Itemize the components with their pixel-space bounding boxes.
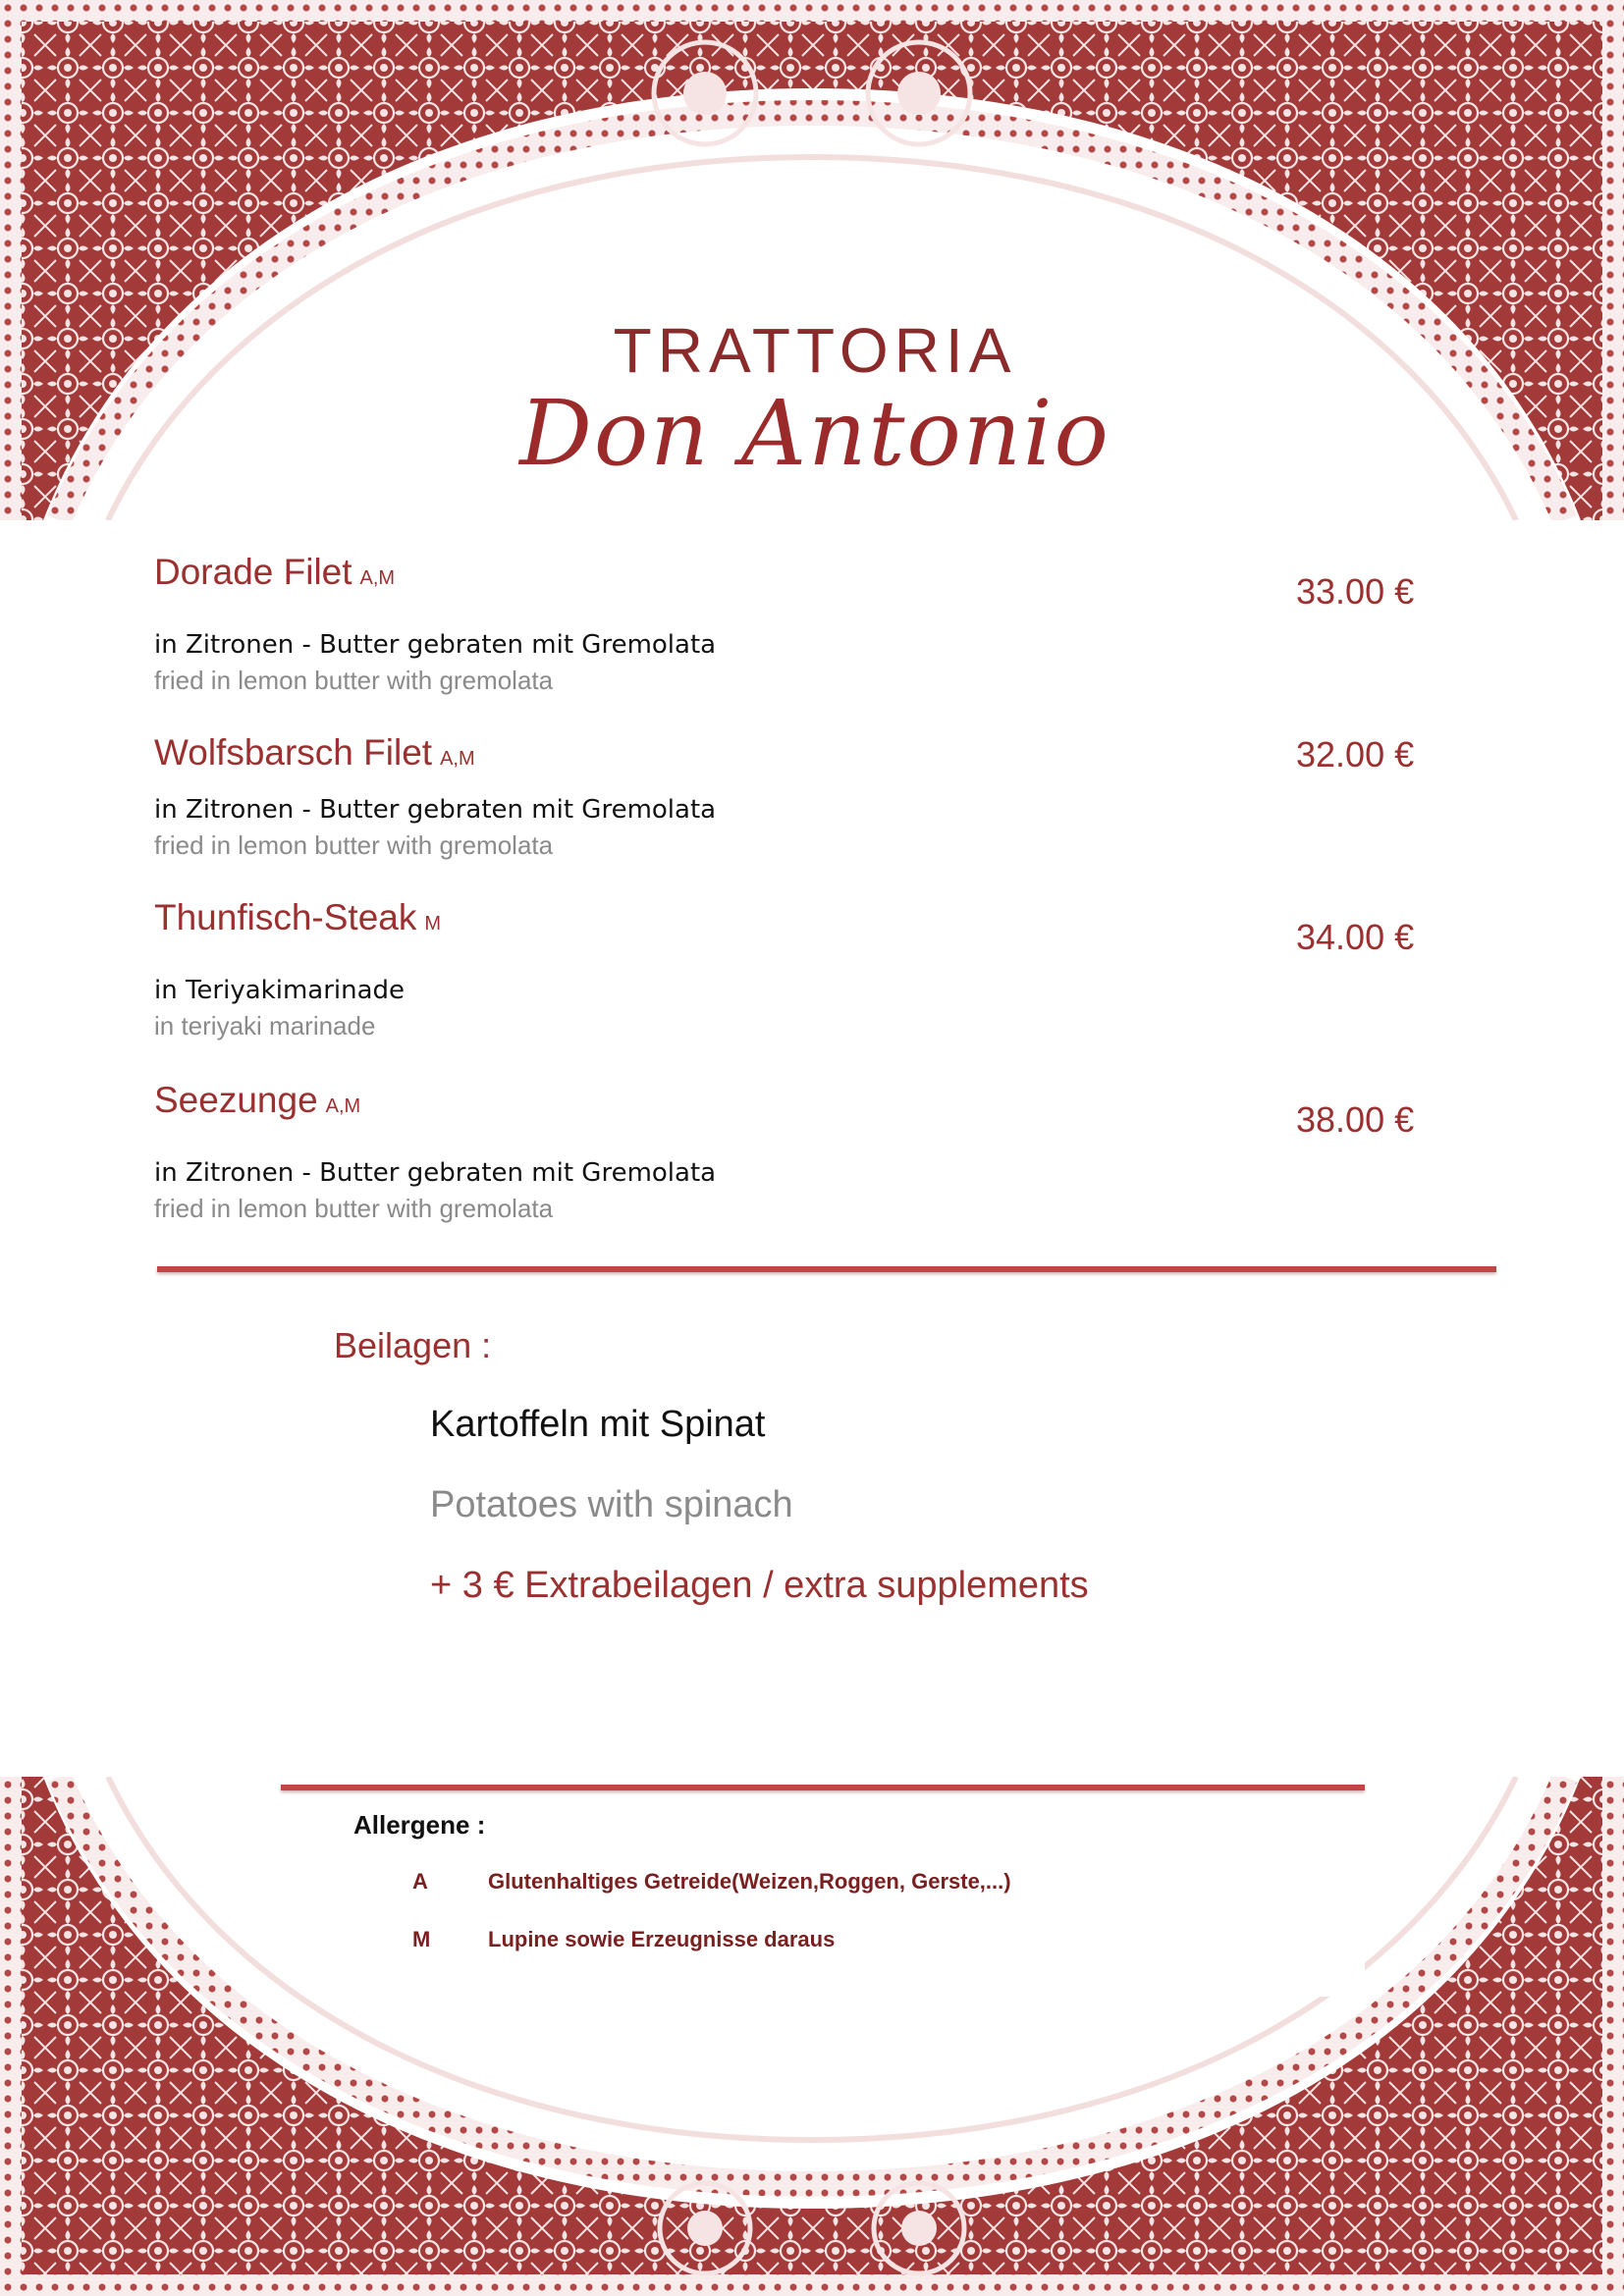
dish-price: 38.00 € xyxy=(1296,1099,1415,1140)
sides-description-de: Kartoffeln mit Spinat xyxy=(430,1404,766,1445)
dish-description-de: in Zitronen - Butter gebraten mit Gremolata xyxy=(154,795,717,825)
dish-title: Thunfisch-Steak M xyxy=(154,897,442,937)
allergen-code: A xyxy=(412,1869,428,1894)
sides-description-en: Potatoes with spinach xyxy=(430,1484,793,1525)
logo-wordmark: TRATTORIA xyxy=(613,315,1017,386)
dish-allergen-codes: A,M xyxy=(440,748,475,770)
sides-heading: Beilagen : xyxy=(334,1325,492,1365)
dish-description-en: in teriyaki marinade xyxy=(154,1011,376,1041)
dish-description-en: fried in lemon butter with gremolata xyxy=(154,666,554,695)
section-divider xyxy=(157,1266,1496,1272)
allergen-heading: Allergene : xyxy=(353,1810,486,1840)
dish-description-en: fried in lemon butter with gremolata xyxy=(154,1194,554,1223)
allergen-description: Glutenhaltiges Getreide(Weizen,Roggen, Gerste,...) xyxy=(488,1869,1011,1894)
dish-price: 33.00 € xyxy=(1296,571,1415,612)
restaurant-logo xyxy=(432,294,1198,491)
dish-allergen-codes: A,M xyxy=(325,1095,361,1117)
dish-description-de: in Zitronen - Butter gebraten mit Gremolata xyxy=(154,630,717,660)
dish-description-en: fried in lemon butter with gremolata xyxy=(154,830,554,860)
allergen-divider xyxy=(281,1785,1365,1790)
dish-description-de: in Teriyakimarinade xyxy=(154,976,406,1005)
dish-title: Wolfsbarsch Filet A,M xyxy=(154,732,475,773)
dish-allergen-codes: A,M xyxy=(359,567,396,589)
allergen-code: M xyxy=(412,1927,431,1951)
allergen-description: Lupine sowie Erzeugnisse daraus xyxy=(488,1927,836,1951)
dish-title: Dorade Filet A,M xyxy=(154,552,396,592)
allergen-legend xyxy=(334,1800,1365,1997)
dish-allergen-codes: M xyxy=(424,913,442,934)
logo-script-name: Don Antonio xyxy=(519,381,1110,486)
dish-description-de: in Zitronen - Butter gebraten mit Gremolata xyxy=(154,1158,717,1188)
extra-supplements-note: + 3 € Extrabeilagen / extra supplements xyxy=(430,1565,1089,1606)
dish-price: 34.00 € xyxy=(1296,917,1415,957)
dish-title: Seezunge A,M xyxy=(154,1080,361,1120)
dish-price: 32.00 € xyxy=(1296,734,1415,774)
